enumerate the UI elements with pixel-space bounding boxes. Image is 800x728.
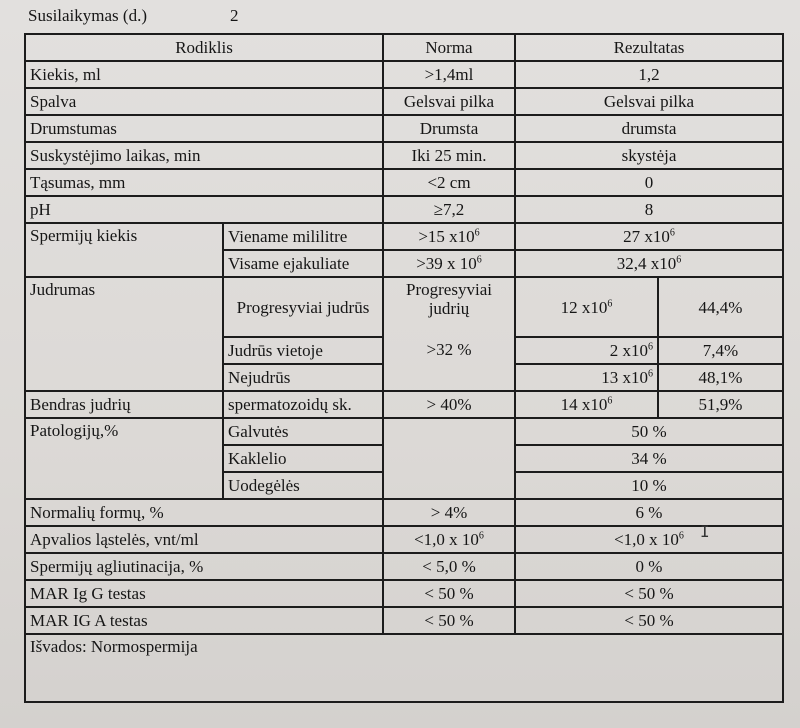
row-norm: Gelsvai pilka [383, 88, 515, 115]
row-count: 14 $x10^6$ [515, 391, 658, 418]
row-result: 10 % [515, 472, 783, 499]
table-row [25, 196, 783, 223]
row-label: Spalva [25, 88, 383, 115]
table-row [25, 418, 783, 445]
row-norm: < 50 % [383, 607, 515, 634]
row-result: 50 % [515, 418, 783, 445]
row-norm: <1,0 x $10^6$ [383, 526, 515, 553]
row-norm: > 4% [383, 499, 515, 526]
row-percent: 7,4% [658, 337, 783, 364]
row-norm-empty [383, 418, 515, 499]
row-label: MAR IG A testas [25, 607, 383, 634]
row-result: 1,2 [515, 61, 783, 88]
row-count: 2 $x10^6$ [515, 337, 658, 364]
sub-label: Kaklelio [223, 445, 383, 472]
row-norm: > 40% [383, 391, 515, 418]
sub-label: Progresyviai judrūs [223, 277, 383, 337]
abstinence-label: Susilaikymas (d.) [28, 6, 147, 25]
table-row [25, 115, 783, 142]
row-result: 27 $x10^6$ [515, 223, 783, 250]
row-norm: >15 $x10^6$ [383, 223, 515, 250]
norm-label: Progresyviai judrių [406, 280, 492, 318]
row-norm: ≥7,2 [383, 196, 515, 223]
row-result: < 50 % [515, 607, 783, 634]
table-row [25, 88, 783, 115]
sub-label: spermatozoidų sk. [223, 391, 383, 418]
row-result: < 50 % [515, 580, 783, 607]
sub-label: Viename mililitre [223, 223, 383, 250]
row-label: Spermijų kiekis [25, 223, 223, 277]
row-result: 6 % [515, 499, 783, 526]
row-result: 34 % [515, 445, 783, 472]
row-result: 8 [515, 196, 783, 223]
row-norm [383, 277, 515, 391]
text-cursor-icon: I [700, 522, 710, 541]
row-result: <1,0 x $10^6$ [515, 526, 783, 553]
norm-value: >32 % [426, 340, 472, 359]
row-label: Suskystėjimo laikas, min [25, 142, 383, 169]
sub-label: Visame ejakuliate [223, 250, 383, 277]
table-row [25, 277, 783, 337]
row-result: 0 [515, 169, 783, 196]
row-norm: >1,4ml [383, 61, 515, 88]
row-norm: Iki 25 min. [383, 142, 515, 169]
table-row [25, 223, 783, 250]
table-header-row [25, 34, 783, 61]
header-norm: Norma [383, 34, 515, 61]
table-row [25, 526, 783, 553]
header-indicator: Rodiklis [25, 34, 383, 61]
row-result: drumsta [515, 115, 783, 142]
row-label: Tąsumas, mm [25, 169, 383, 196]
conclusion: Išvados: Normospermija [25, 634, 783, 702]
conclusion-row [25, 634, 783, 702]
table-row [25, 142, 783, 169]
row-result: 0 % [515, 553, 783, 580]
row-norm: < 5,0 % [383, 553, 515, 580]
row-count: 12 $x10^6$ [515, 277, 658, 337]
row-label: Spermijų agliutinacija, % [25, 553, 383, 580]
table-row [25, 499, 783, 526]
row-norm: <2 cm [383, 169, 515, 196]
row-label: Drumstumas [25, 115, 383, 142]
row-label: pH [25, 196, 383, 223]
header-result: Rezultatas [515, 34, 783, 61]
sub-label: Galvutės [223, 418, 383, 445]
abstinence-line [28, 6, 239, 26]
table-row [25, 553, 783, 580]
sub-label: Uodegėlės [223, 472, 383, 499]
row-label: Normalių formų, % [25, 499, 383, 526]
table-row [25, 607, 783, 634]
row-result: 32,4 $x10^6$ [515, 250, 783, 277]
row-label: Patologijų,% [25, 418, 223, 499]
row-norm: Drumsta [383, 115, 515, 142]
semen-analysis-table [24, 33, 784, 703]
row-percent: 48,1% [658, 364, 783, 391]
sub-label: Judrūs vietoje [223, 337, 383, 364]
row-label: Judrumas [25, 277, 223, 391]
row-label: MAR Ig G testas [25, 580, 383, 607]
row-percent: 51,9% [658, 391, 783, 418]
row-percent: 44,4% [658, 277, 783, 337]
row-norm: >39 x $10^6$ [383, 250, 515, 277]
row-result: Gelsvai pilka [515, 88, 783, 115]
table-row [25, 391, 783, 418]
row-norm: < 50 % [383, 580, 515, 607]
abstinence-value: 2 [230, 6, 239, 25]
table-row [25, 61, 783, 88]
row-label: Bendras judrių [25, 391, 223, 418]
row-result: skystėja [515, 142, 783, 169]
row-count: 13 $x10^6$ [515, 364, 658, 391]
sub-label: Nejudrūs [223, 364, 383, 391]
row-label: Apvalios ląstelės, vnt/ml [25, 526, 383, 553]
row-label: Kiekis, ml [25, 61, 383, 88]
table-row [25, 580, 783, 607]
table-row [25, 169, 783, 196]
